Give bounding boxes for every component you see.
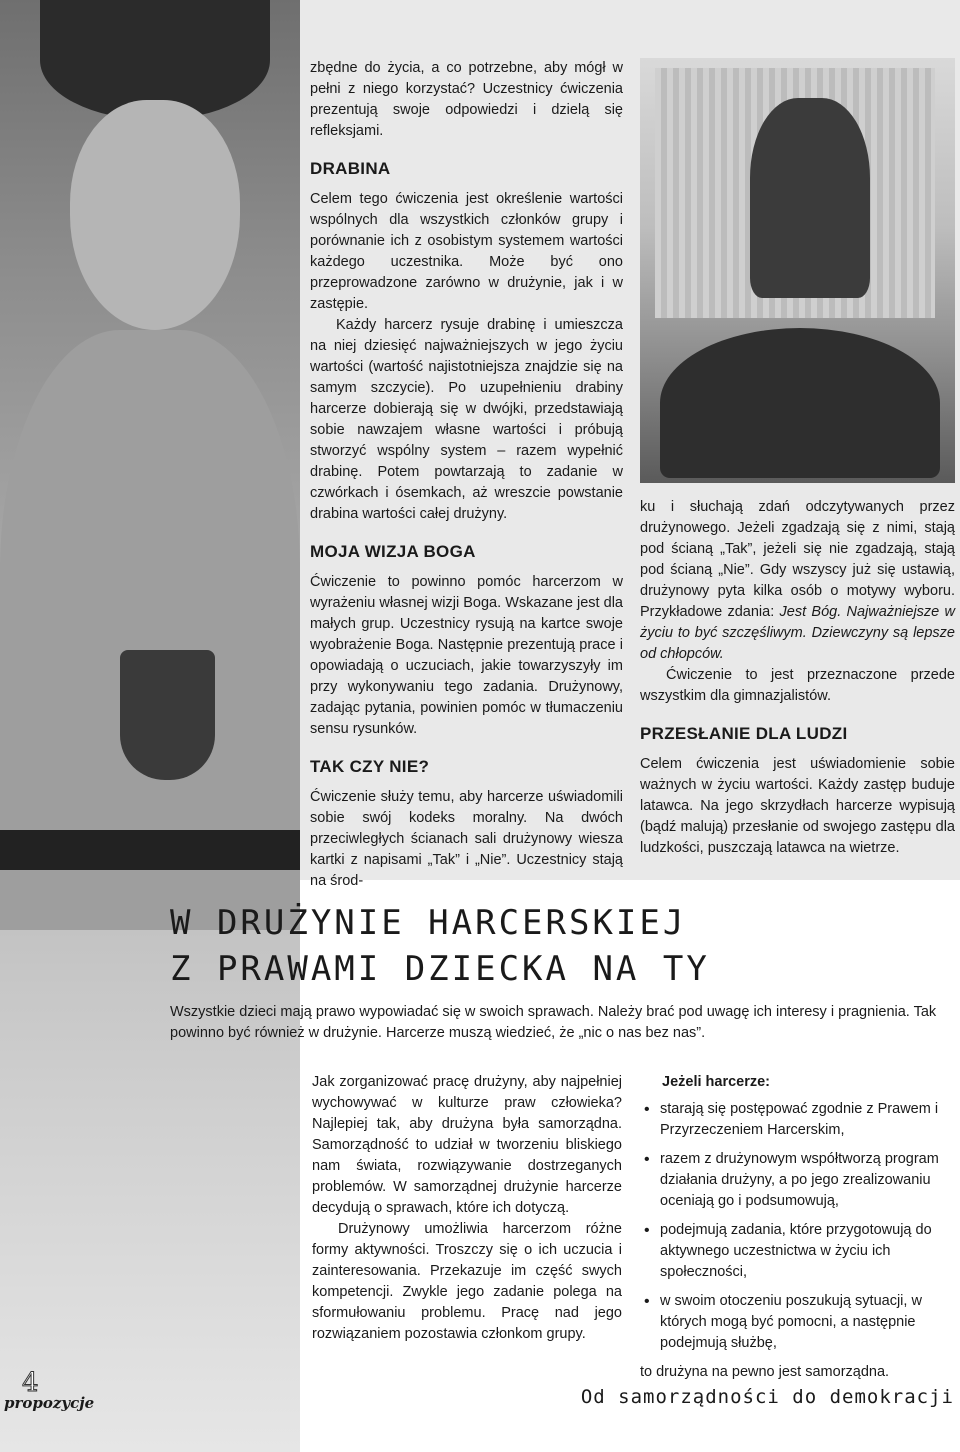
example-sentences: Jest Bóg. Najważniejsze w życiu to być szczęśliwym. Dziewczyny są lepsze od chłopców. (640, 604, 955, 662)
scout-girl-photo (0, 0, 300, 1452)
banner-title-line-2: Z PRAWAMI DZIECKA NA TY (170, 949, 710, 989)
list-item: • podejmują zadania, które przygotowują do aktywnego uczestnictwa w życiu ich społeczności, (660, 1220, 956, 1283)
column-1 (310, 58, 623, 892)
tak-continued-paragraph (640, 497, 955, 665)
column-2 (640, 497, 955, 859)
samorzadnosc-paragraph-2: Drużynowy umożliwia harcerzom różne formy aktywności. Troszczy się o ich uczucia i zainteresowania. Przekazuje im część swych kompetencji. Zwykle jego zadanie polega na sformułowaniu problemu. Pracę nad jego rozwiązaniem pozostawia członkom grupy. (312, 1221, 622, 1342)
list-item: • razem z drużynowym współtworzą program działania drużyny, a po jego zrealizowaniu oceniają go i podsumowują, (660, 1149, 956, 1212)
tak-paragraph: Ćwiczenie służy temu, aby harcerze uświadomili sobie swój kodeks moralny. Na dwóch przeciwległych ścianach sali drużynowy wiesza kartki z napisami „Tak” i „Nie”. Uczestnicy stają na środ- (310, 789, 623, 889)
magazine-name: propozycje (4, 1394, 95, 1412)
drabina-paragraph-1: Celem tego ćwiczenia jest określenie wartości wspólnych dla wszystkich członków grupy i porównanie ich z osobistym systemem wartości każdego uczestnika. Może być ono przeprowadzone zarówno w drużynie, jak i w zastępie. (310, 191, 623, 312)
wizja-paragraph: Ćwiczenie to powinno pomóc harcerzom w wyrażeniu własnej wizji Boga. Wskazane jest dla małych grup. Uczestnicy rysują na kartce swoje wyobrażenie Boga. Następnie prezentują prace i opowiadają o uczuciach, jakie towarzyszyły im przy wykonywaniu tego zadania. Drużynowy, zadając pytania, powinien pomóc w tłumaczeniu sensu rysunków. (310, 574, 623, 737)
przeslanie-paragraph: Celem ćwiczenia jest uświadomienie sobie ważnych w życiu wartości. Każdy zastęp buduje latawca. Na jego skrzydłach harcerze wypisują (bądź malują) przesłanie od swojego zastępu dla ludzkości, puszczają latawca na wietrze. (640, 756, 955, 856)
scouts-group-photo (640, 58, 955, 483)
banner-title-line-1: W DRUŻYNIE HARCERSKIEJ (170, 903, 687, 943)
list-item: • starają się postępować zgodnie z Prawem i Przyrzeczeniem Harcerskim, (660, 1099, 956, 1141)
section-heading-tak: TAK CZY NIE? (310, 757, 430, 776)
kite-shape (750, 98, 870, 298)
drabina-paragraph-2: Każdy harcerz rysuje drabinę i umieszcza na niej dziesięć najważniejszych w jego życiu wartości (wartość najistotniejsza znajdzie się na samym szczycie). Po uzupełnieniu drabiny harcerze dobierają się w dwójki, przedstawiają sobie nawzajem własne wartości i próbują stworzyć wspólny system – razem wypełnić drabinę. Potem powtarzają to zadanie w czwórkach i ósemkach, aż wreszcie powstanie drabina wartości całej drużyny. (310, 317, 623, 522)
page-number: 4 (22, 1368, 39, 1398)
tak-continued-text: ku i słuchają zdań odczytywanych przez drużynowego. Jeżeli zgadzają się z nimi, stają pod ścianą „Tak”, jeżeli się nie zgadzają, stają pod ścianą „Nie”. Gdy wszyscy już się ustawią, drużynowy pyta kilka osób o motywy wyboru. Przykładowe zdania: (640, 499, 955, 620)
conditions-list (640, 1099, 956, 1354)
column-4 (640, 1072, 956, 1383)
list-conclusion: to drużyna na pewno jest samorządna. (640, 1364, 890, 1380)
banner-section (170, 900, 950, 1044)
list-lead: Jeżeli harcerze: (662, 1074, 771, 1090)
section-heading-drabina: DRABINA (310, 159, 391, 178)
banner-body: Wszystkie dzieci mają prawo wypowiadać się w swoich sprawach. Należy brać pod uwagę ich interesy i pragnienia. Tak powinno być również w drużynie. Harcerze muszą wiedzieć, że „nic o nas bez nas”. (170, 1004, 937, 1041)
footer-title: Od samorządności do demokracji (580, 1386, 954, 1408)
list-item: • w swoim otoczeniu poszukują sytuacji, w których mogą być pomocni, a następnie podejmują służbę, (660, 1291, 956, 1354)
intro-paragraph: zbędne do życia, a co potrzebne, aby mógł w pełni z niego korzystać? Uczestnicy ćwiczenia prezentują swoje odpowiedzi i dzielą się refleksjami. (310, 60, 623, 139)
uniform-belt (0, 830, 300, 870)
column-3 (312, 1072, 622, 1345)
face-shape (70, 100, 240, 330)
section-heading-przeslanie: PRZESŁANIE DLA LUDZI (640, 724, 848, 743)
gimnazjum-paragraph: Ćwiczenie to jest przeznaczone przede wszystkim dla gimnazjalistów. (640, 667, 955, 704)
scouts-shape (660, 328, 940, 478)
section-heading-wizja: MOJA WIZJA BOGA (310, 542, 476, 561)
uniform-badge (120, 650, 215, 780)
samorzadnosc-paragraph-1: Jak zorganizować pracę drużyny, aby najpełniej wychowywać w kulturze praw człowieka? Najlepiej tak, aby drużyna była samorządna. Samorządność to udział w tworzeniu bliskiego nam świata, rozwiązywanie dostrzeganych problemów. W samorządnej drużynie harcerze decydują o sprawach, które ich dotyczą. (312, 1074, 622, 1216)
